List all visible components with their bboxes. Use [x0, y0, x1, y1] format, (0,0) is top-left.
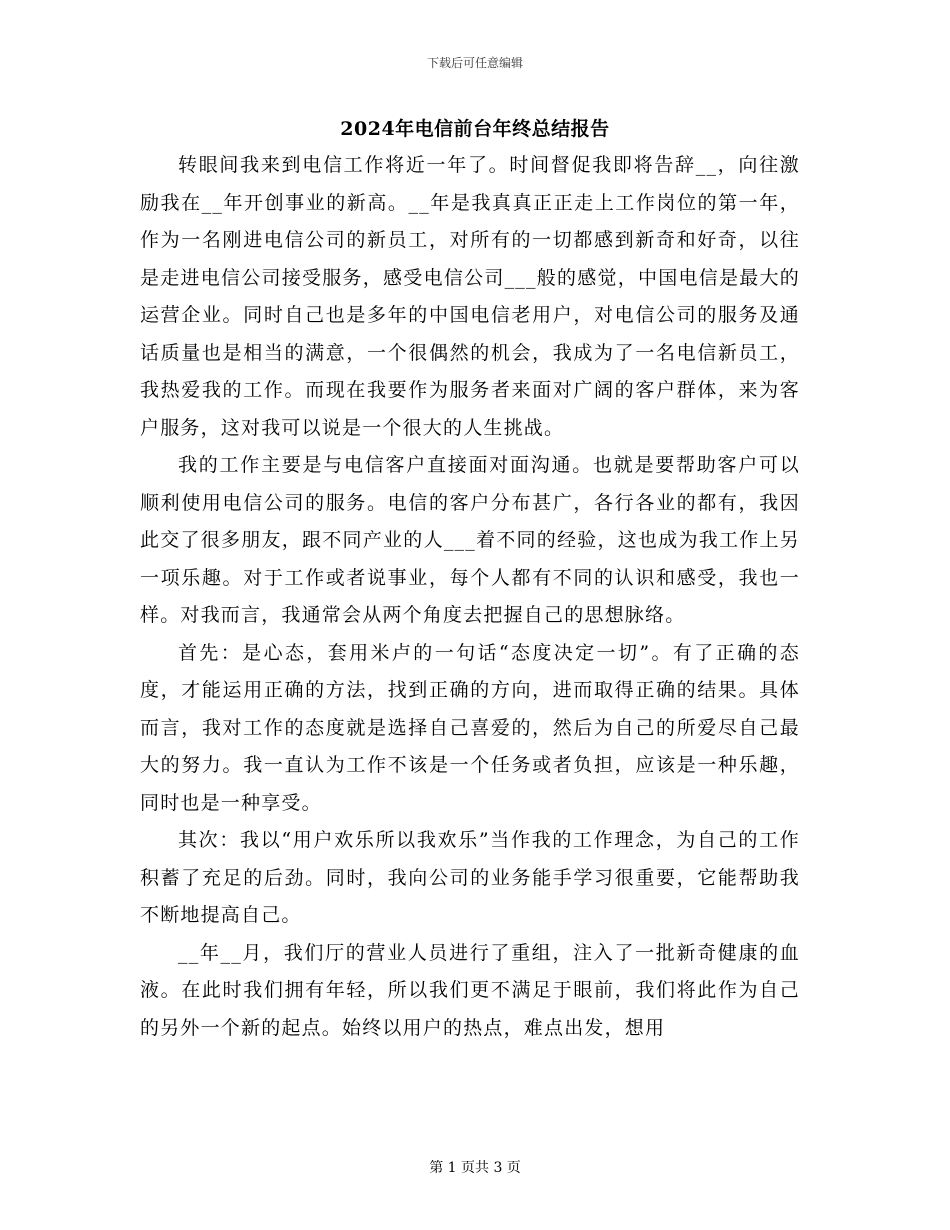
document-title: 2024年电信前台年终总结报告 — [340, 118, 610, 140]
page-header-note: 下载后可任意编辑 — [426, 56, 523, 70]
paragraph: 转眼间我来到电信工作将近一年了。时间督促我即将告辞__，向往激励我在__年开创事业的新高。__年是我真真正正走上工作岗位的第一年，作为一名刚进电信公司的新员工，对所有的一切都感到新奇和好奇，以往是走进电信公司接受服务，感受电信公司___般的感觉，中国电信是最大的运营企业。同时自己也是多年的中国电信老用户，对电信公司的服务及通话质量也是相当的满意，一个很偶然的机会，我成为了一名电信新员工，我热爱我的工作。而现在我要作为服务者来面对广阔的客户群体，来为客户服务，这对我可以说是一个很大的人生挑战。 — [140, 154, 800, 439]
paragraph: 首先：是心态，套用米卢的一句话“态度决定一切”。有了正确的态度，才能运用正确的方法，找到正确的方向，进而取得正确的结果。具体而言，我对工作的态度就是选择自己喜爱的，然后为自己的所爱尽自己最大的努力。我一直认为工作不该是一个任务或者负担，应该是一种乐趣，同时也是一种享受。 — [140, 641, 800, 814]
page-footer-page-number: 第 1 页共 3 页 — [429, 1160, 521, 1176]
document-body — [140, 147, 800, 1047]
paragraph: 我的工作主要是与电信客户直接面对面沟通。也就是要帮助客户可以顺利使用电信公司的服务。电信的客户分布甚广，各行各业的都有，我因此交了很多朋友，跟不同产业的人___着不同的经验，这也成为我工作上另一项乐趣。对于工作或者说事业，每个人都有不同的认识和感受，我也一样。对我而言，我通常会从两个角度去把握自己的思想脉络。 — [140, 454, 800, 626]
paragraph: __年__月，我们厅的营业人员进行了重组，注入了一批新奇健康的血液。在此时我们拥有年轻，所以我们更不满足于眼前，我们将此作为自己的另外一个新的起点。始终以用户的热点，难点出发，想用 — [140, 941, 800, 1039]
paragraph: 其次：我以“用户欢乐所以我欢乐”当作我的工作理念，为自己的工作积蓄了充足的后劲。同时，我向公司的业务能手学习很重要，它能帮助我不断地提高自己。 — [140, 829, 800, 926]
